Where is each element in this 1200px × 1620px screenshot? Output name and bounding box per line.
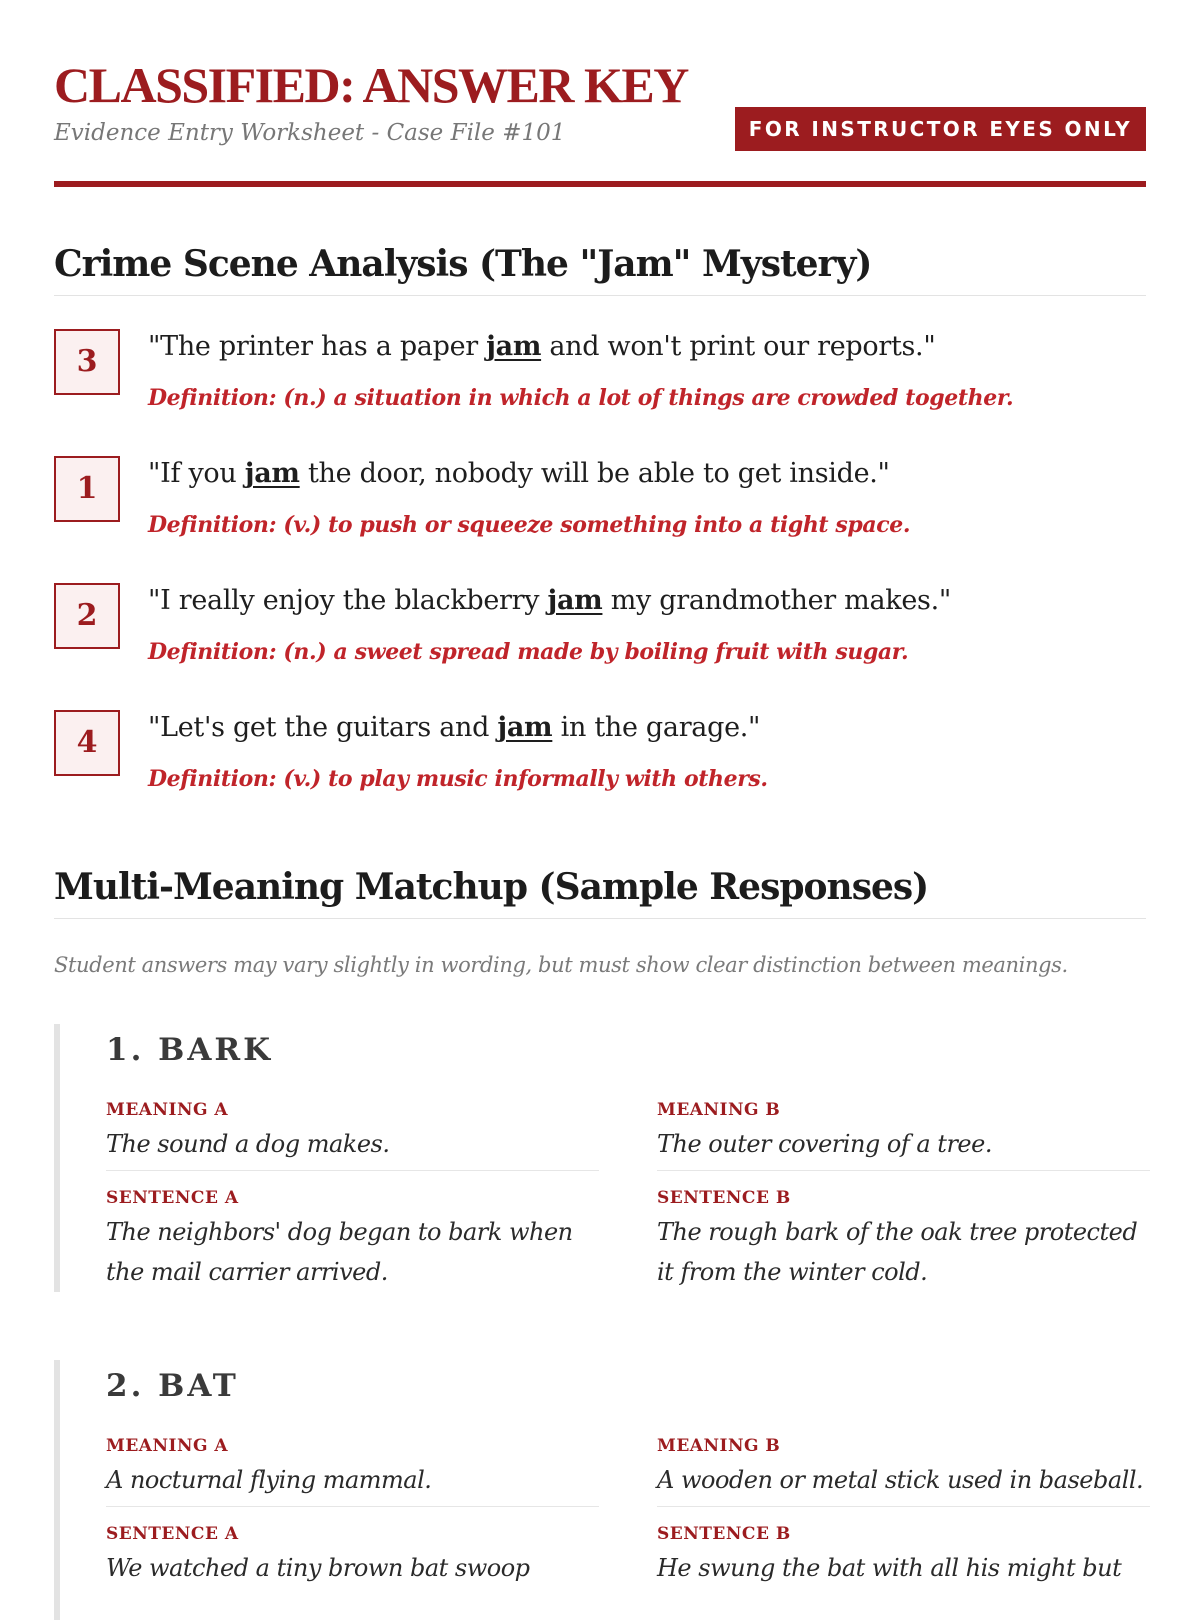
- keyword: jam: [244, 458, 300, 489]
- word-title: 2. BAT: [106, 1368, 239, 1404]
- sentence-b: [657, 1524, 1150, 1588]
- sentence-a-label: SENTENCE A: [106, 1188, 239, 1208]
- sentence-b-text: The rough bark of the oak tree protected it from the winter cold.: [657, 1218, 1138, 1286]
- meaning-b: [657, 1100, 1150, 1171]
- definition: Definition: (n.) a situation in which a lot of things are crowded together.: [148, 385, 1014, 411]
- evidence-item: [54, 710, 1146, 837]
- meaning-b: [657, 1436, 1150, 1507]
- keyword: jam: [547, 585, 603, 616]
- worksheet-page: [54, 0, 1146, 1582]
- evidence-item: [54, 456, 1146, 583]
- header-divider: [54, 181, 1146, 187]
- meaning-b-text: A wooden or metal stick used in baseball.: [657, 1460, 1150, 1507]
- meaning-b-label: MEANING B: [657, 1436, 781, 1456]
- answer-number: 2: [54, 583, 120, 649]
- evidence-item: [54, 329, 1146, 456]
- sentence-b-label: SENTENCE B: [657, 1188, 791, 1208]
- meaning-b-text: The outer covering of a tree.: [657, 1124, 1150, 1171]
- sentence-b-text: He swung the bat with all his might but: [657, 1554, 1122, 1582]
- sentence-a-label: SENTENCE A: [106, 1524, 239, 1544]
- meaning-a-text: The sound a dog makes.: [106, 1124, 599, 1171]
- answer-number: 1: [54, 456, 120, 522]
- word-title: 1. BARK: [106, 1032, 274, 1068]
- meaning-a-label: MEANING A: [106, 1436, 229, 1456]
- instructor-only-stamp: FOR INSTRUCTOR EYES ONLY: [735, 107, 1146, 151]
- sentence-a: [106, 1188, 599, 1292]
- document-title: CLASSIFIED: ANSWER KEY: [54, 57, 688, 113]
- sentence-b-label: SENTENCE B: [657, 1524, 791, 1544]
- evidence-item: [54, 583, 1146, 710]
- meaning-b-label: MEANING B: [657, 1100, 781, 1120]
- crime-scene-heading: Crime Scene Analysis (The "Jam" Mystery): [54, 243, 1146, 296]
- meaning-a: [106, 1100, 599, 1171]
- definition: Definition: (n.) a sweet spread made by boiling fruit with sugar.: [148, 639, 909, 665]
- evidence-list: [54, 329, 1146, 837]
- keyword: jam: [486, 331, 542, 362]
- definition: Definition: (v.) to push or squeeze something into a tight space.: [148, 512, 911, 538]
- evidence-sentence: "If you jam the door, nobody will be able to get inside.": [148, 458, 890, 489]
- sentence-a: [106, 1524, 599, 1588]
- word-card-bat: [54, 1360, 1146, 1620]
- evidence-sentence: "Let's get the guitars and jam in the garage.": [148, 712, 761, 743]
- answer-number: 4: [54, 710, 120, 776]
- answer-number: 3: [54, 329, 120, 395]
- document-subtitle: Evidence Entry Worksheet - Case File #101: [54, 120, 566, 146]
- evidence-sentence: "The printer has a paper jam and won't print our reports.": [148, 331, 936, 362]
- meaning-a-label: MEANING A: [106, 1100, 229, 1120]
- sentence-a-text: We watched a tiny brown bat swoop: [106, 1554, 530, 1582]
- grading-note: Student answers may vary slightly in wording, but must show clear distinction between meanings.: [54, 953, 1068, 977]
- matchup-heading: Multi-Meaning Matchup (Sample Responses): [54, 866, 1146, 919]
- definition: Definition: (v.) to play music informally with others.: [148, 766, 768, 792]
- keyword: jam: [497, 712, 553, 743]
- sentence-a-text: The neighbors' dog began to bark when the mail carrier arrived.: [106, 1218, 573, 1286]
- word-card-bark: [54, 1024, 1146, 1292]
- header: [54, 0, 1146, 188]
- meaning-a: [106, 1436, 599, 1507]
- meaning-a-text: A nocturnal flying mammal.: [106, 1460, 599, 1507]
- sentence-b: [657, 1188, 1150, 1292]
- evidence-sentence: "I really enjoy the blackberry jam my grandmother makes.": [148, 585, 951, 616]
